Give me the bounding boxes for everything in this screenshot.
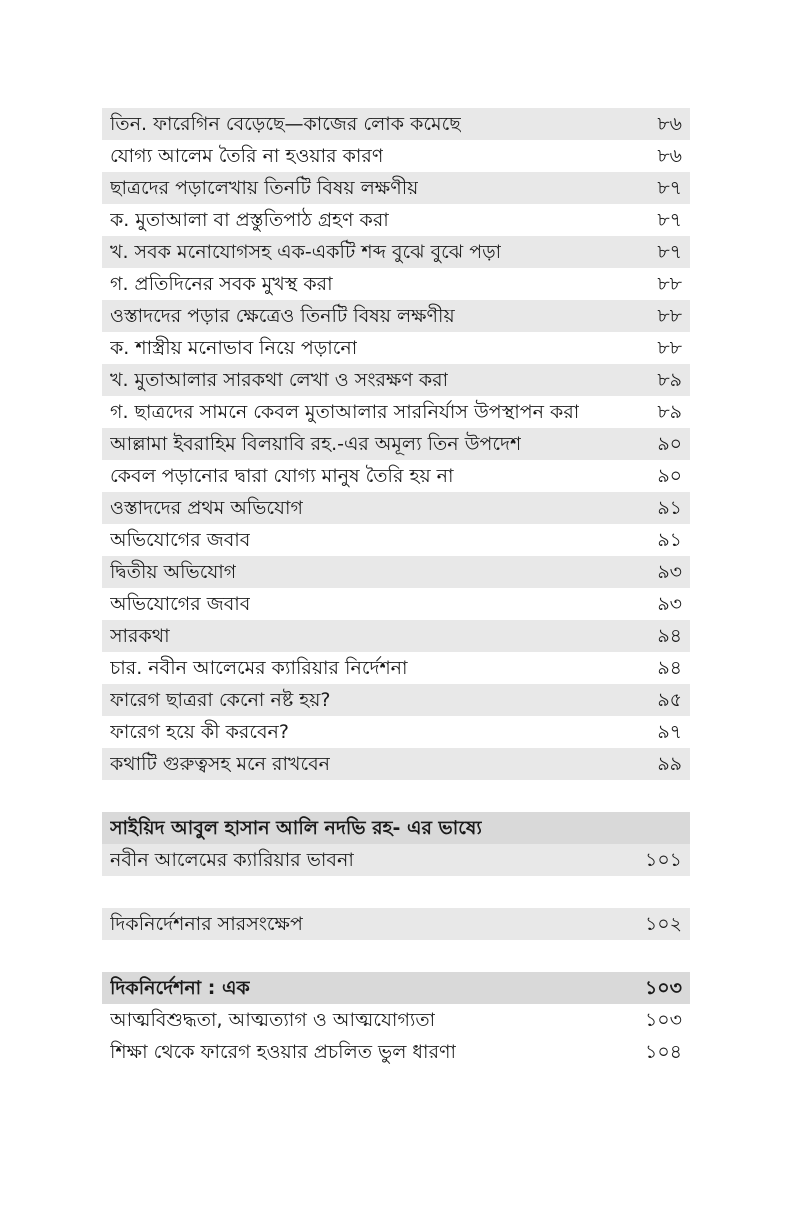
toc-entry-title: শিক্ষা থেকে ফারেগ হওয়ার প্রচলিত ভুল ধারণা [110, 1041, 457, 1063]
toc-entry-page: ৯৫ [657, 689, 682, 711]
section-gap [102, 940, 690, 972]
toc-entry-title: আল্লামা ইবরাহিম বিলয়াবি রহ.-এর অমূল্য তিন উপদেশ [110, 433, 522, 455]
section-gap [102, 876, 690, 908]
toc-entry-title: খ. মুতাআলার সারকথা লেখা ও সংরক্ষণ করা [110, 369, 449, 391]
toc-entry-page: ৯০ [657, 433, 682, 455]
toc-entry-page: ৯৪ [657, 625, 682, 647]
toc-entry-page: ৯৩ [657, 593, 682, 615]
toc-entry-title: ক. মুতাআলা বা প্রস্তুতিপাঠ গ্রহণ করা [110, 209, 389, 231]
toc-entry[interactable] [102, 172, 690, 204]
toc-entry[interactable] [102, 204, 690, 236]
toc-entry-title: ওস্তাদদের প্রথম অভিযোগ [110, 497, 303, 519]
toc-entry-page: ১০৩ [644, 1009, 682, 1031]
toc-entry-page: ৮৯ [657, 369, 682, 391]
toc-entry-page: ৯১ [657, 497, 682, 519]
toc-entry[interactable] [102, 492, 690, 524]
toc-entry-page: ৮৯ [657, 401, 682, 423]
toc-heading-title: সাইয়িদ আবুল হাসান আলি নদভি রহ- এর ভাষ্যে [110, 817, 482, 839]
toc-entry[interactable] [102, 1004, 690, 1036]
toc-entry-title: যোগ্য আলেম তৈরি না হওয়ার কারণ [110, 145, 384, 167]
toc-entry[interactable] [102, 908, 690, 940]
toc-entry-page: ৮৭ [657, 177, 682, 199]
toc-entry-title: অভিযোগের জবাব [110, 593, 251, 615]
toc-entry-title: ফারেগ ছাত্ররা কেনো নষ্ট হয়? [110, 689, 331, 711]
toc-block-main [102, 108, 690, 780]
toc-entry-page: ৯৯ [657, 753, 682, 775]
toc-entry-page: ৯৭ [657, 721, 682, 743]
toc-entry[interactable] [102, 332, 690, 364]
toc-entry[interactable] [102, 652, 690, 684]
toc-entry[interactable] [102, 1036, 690, 1068]
toc-entry-title: কেবল পড়ানোর দ্বারা যোগ্য মানুষ তৈরি হয় না [110, 465, 454, 487]
toc-entry-title: ফারেগ হয়ে কী করবেন? [110, 721, 289, 743]
toc-entry[interactable] [102, 620, 690, 652]
toc-entry-title: কথাটি গুরুত্বসহ মনে রাখবেন [110, 753, 331, 775]
toc-entry[interactable] [102, 396, 690, 428]
toc-entry[interactable] [102, 716, 690, 748]
toc-entry[interactable] [102, 140, 690, 172]
toc-entry[interactable] [102, 460, 690, 492]
toc-section-heading [102, 812, 690, 844]
toc-entry[interactable] [102, 364, 690, 396]
toc-entry-title: ছাত্রদের পড়ালেখায় তিনটি বিষয় লক্ষণীয় [110, 177, 419, 199]
toc-entry-title: খ. সবক মনোযোগসহ এক-একটি শব্দ বুঝে বুঝে পড়া [110, 241, 502, 263]
toc-entry-title: দিকনির্দেশনার সারসংক্ষেপ [110, 913, 303, 935]
toc-entry[interactable] [102, 428, 690, 460]
toc-entry-page: ৮৮ [657, 305, 682, 327]
toc-entry-page: ৮৮ [657, 273, 682, 295]
toc-entry-page: ৯৪ [657, 657, 682, 679]
toc-entry-page: ১০২ [644, 913, 682, 935]
toc-entry-title: সারকথা [110, 625, 170, 647]
toc-entry-page: ৮৭ [657, 241, 682, 263]
toc-entry-page: ৯১ [657, 529, 682, 551]
toc-entry-page: ১০১ [644, 849, 682, 871]
toc-heading-page: ১০৩ [644, 977, 682, 999]
toc-section-heading[interactable] [102, 972, 690, 1004]
toc-entry-page: ৮৮ [657, 337, 682, 359]
toc-entry-title: তিন. ফারেগিন বেড়েছে—কাজের লোক কমেছে [110, 113, 461, 135]
toc-entry-title: গ. ছাত্রদের সামনে কেবল মুতাআলার সারনির্যাস উপস্থাপন করা [110, 401, 580, 423]
toc-entry[interactable] [102, 108, 690, 140]
toc-entry-title: গ. প্রতিদিনের সবক মুখস্থ করা [110, 273, 333, 295]
toc-entry-page: ১০৪ [644, 1041, 682, 1063]
toc-entry-title: নবীন আলেমের ক্যারিয়ার ভাবনা [110, 849, 354, 871]
table-of-contents [102, 108, 690, 1068]
toc-entry[interactable] [102, 236, 690, 268]
toc-entry[interactable] [102, 268, 690, 300]
toc-entry-page: ৯০ [657, 465, 682, 487]
toc-entry[interactable] [102, 300, 690, 332]
section-gap [102, 780, 690, 812]
toc-entry-title: ওস্তাদদের পড়ার ক্ষেত্রেও তিনটি বিষয় লক্ষণীয় [110, 305, 455, 327]
toc-entry-title: আত্মবিশুদ্ধতা, আত্মত্যাগ ও আত্মযোগ্যতা [110, 1009, 436, 1031]
toc-entry-title: দ্বিতীয় অভিযোগ [110, 561, 237, 583]
toc-entry-page: ৮৭ [657, 209, 682, 231]
toc-entry-title: অভিযোগের জবাব [110, 529, 251, 551]
toc-entry[interactable] [102, 588, 690, 620]
toc-entry[interactable] [102, 684, 690, 716]
toc-entry-title: ক. শাস্ত্রীয় মনোভাব নিয়ে পড়ানো [110, 337, 358, 359]
toc-entry[interactable] [102, 556, 690, 588]
toc-entry-page: ৮৬ [657, 145, 682, 167]
toc-heading-title: দিকনির্দেশনা : এক [110, 977, 250, 999]
toc-entry-page: ৯৩ [657, 561, 682, 583]
toc-entry-title: চার. নবীন আলেমের ক্যারিয়ার নির্দেশনা [110, 657, 408, 679]
toc-entry[interactable] [102, 844, 690, 876]
toc-entry-page: ৮৬ [657, 113, 682, 135]
toc-entry[interactable] [102, 524, 690, 556]
toc-entry[interactable] [102, 748, 690, 780]
